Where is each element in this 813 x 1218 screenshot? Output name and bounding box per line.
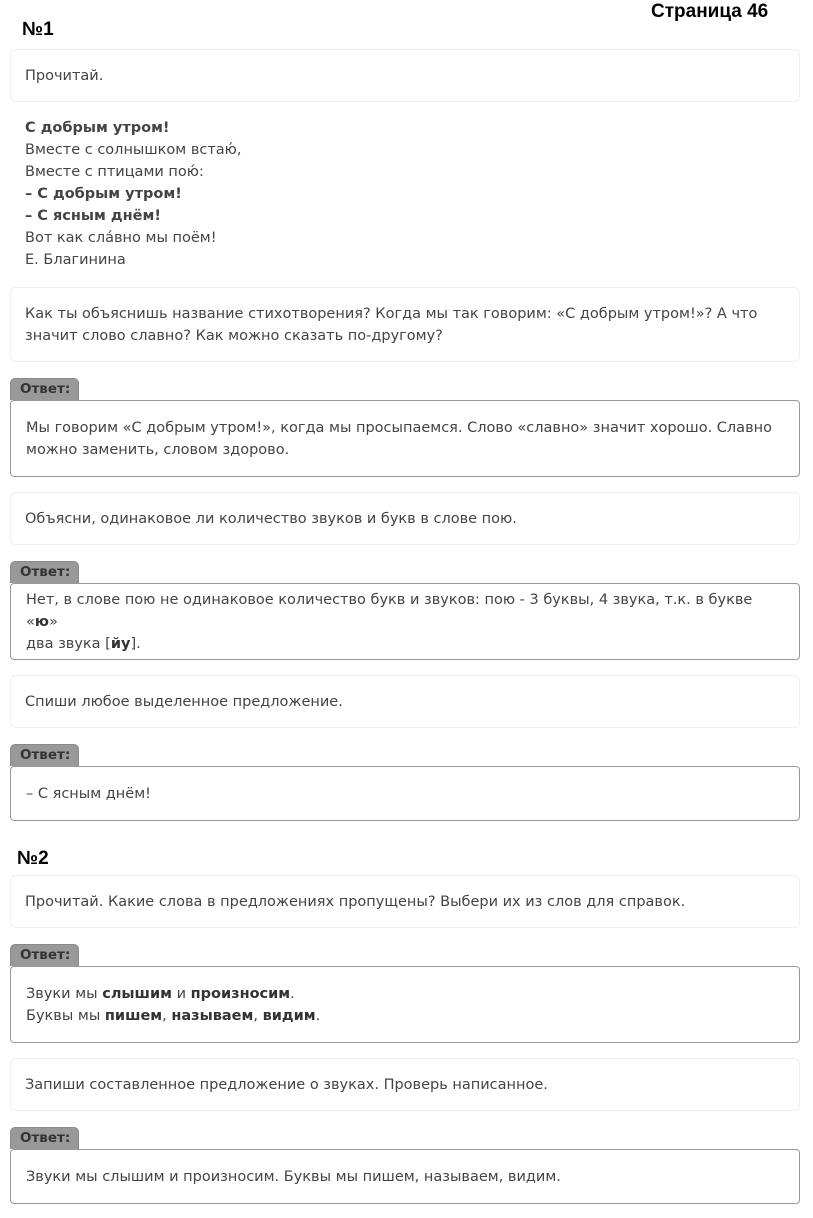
answer-bold-part: видим: [262, 1007, 316, 1024]
answer-text: [26, 633, 784, 655]
answer-text: [26, 983, 784, 1005]
task-card-question-2: [10, 492, 800, 545]
answer-box-1: [10, 400, 800, 477]
answer-text-part: Нет, в слове пою не одинаковое количество букв и звуков: пою - 3 буквы, 4 звука, т.к. в букве «: [26, 591, 753, 630]
task-text: Прочитай. Какие слова в предложениях пропущены? Выбери их из слов для справок.: [25, 893, 686, 910]
answer-bold-part: пишем: [104, 1007, 163, 1024]
page-number: Страница 46: [651, 1, 769, 22]
task-text: Запиши составленное предложение о звуках. Проверь написанное.: [25, 1076, 548, 1093]
answer-bold-part: произносим: [190, 985, 291, 1002]
answer-text: [26, 1005, 784, 1027]
task-text: Как ты объяснишь название стихотворения? Когда мы так говорим: «С добрым утром!»? А что: [25, 305, 758, 322]
task-text: Объясни, одинаковое ли количество звуков и букв в слове пою.: [25, 510, 517, 527]
poem-line: Вместе с птицами пою́:: [25, 164, 204, 180]
answer-text-part: Звуки мы: [26, 985, 103, 1002]
answer-box-3: [10, 766, 800, 821]
answer-bold-part: ю: [34, 613, 49, 630]
answer-label-tab: Ответ:: [10, 378, 79, 400]
poem-line: Вот как сла́вно мы поём!: [25, 230, 217, 246]
answer-text-part: и: [171, 985, 191, 1002]
task-card-ex2-question-1: [10, 875, 800, 928]
exercise-number-1: №1: [22, 19, 54, 40]
answer-bold-part: йу: [110, 635, 131, 652]
answer-text-part: ,: [253, 1007, 263, 1024]
answer-text-part: »: [48, 613, 58, 630]
answer-text: [26, 589, 784, 633]
answer-box-ex2-1: [10, 966, 800, 1043]
task-text: Прочитай.: [25, 67, 104, 84]
task-text: значит слово славно? Как можно сказать по-другому?: [25, 327, 443, 344]
answer-label-tab: Ответ:: [10, 944, 79, 966]
task-card-ex2-question-2: [10, 1058, 800, 1111]
answer-text-part: Буквы мы: [26, 1007, 105, 1024]
answer-text-part: ].: [130, 635, 141, 652]
answer-bold-part: слышим: [102, 985, 172, 1002]
poem-line: Вместе с солнышком встаю́,: [25, 142, 242, 158]
answer-text-part: два звука [: [26, 635, 111, 652]
task-card-question-3: [10, 675, 800, 728]
poem-title: С добрым утром!: [25, 120, 170, 136]
answer-text: – С ясным днём!: [26, 785, 151, 802]
answer-text-part: .: [315, 1007, 321, 1024]
answer-box-2: [10, 583, 800, 660]
task-card-question-1: [10, 287, 800, 362]
answer-text-part: .: [290, 985, 295, 1002]
answer-box-ex2-2: [10, 1149, 800, 1204]
poem: [25, 117, 242, 271]
exercise-number-2: №2: [17, 848, 49, 869]
answer-text: Звуки мы слышим и произносим. Буквы мы пишем, называем, видим.: [26, 1168, 561, 1185]
answer-label-tab: Ответ:: [10, 561, 79, 583]
answer-label-tab: Ответ:: [10, 1127, 79, 1149]
task-text: Спиши любое выделенное предложение.: [25, 693, 343, 710]
answer-text: Мы говорим «С добрым утром!», когда мы просыпаемся. Слово «славно» значит хорошо. Славно: [26, 419, 772, 436]
task-card-read: [10, 49, 800, 102]
answer-label-tab: Ответ:: [10, 744, 79, 766]
answer-bold-part: называем: [171, 1007, 254, 1024]
poem-author: Е. Благинина: [25, 252, 126, 268]
answer-text-part: ,: [162, 1007, 172, 1024]
poem-line: – С ясным днём!: [25, 208, 161, 224]
poem-line: – С добрым утром!: [25, 186, 182, 202]
answer-text: можно заменить, словом здорово.: [26, 441, 290, 458]
